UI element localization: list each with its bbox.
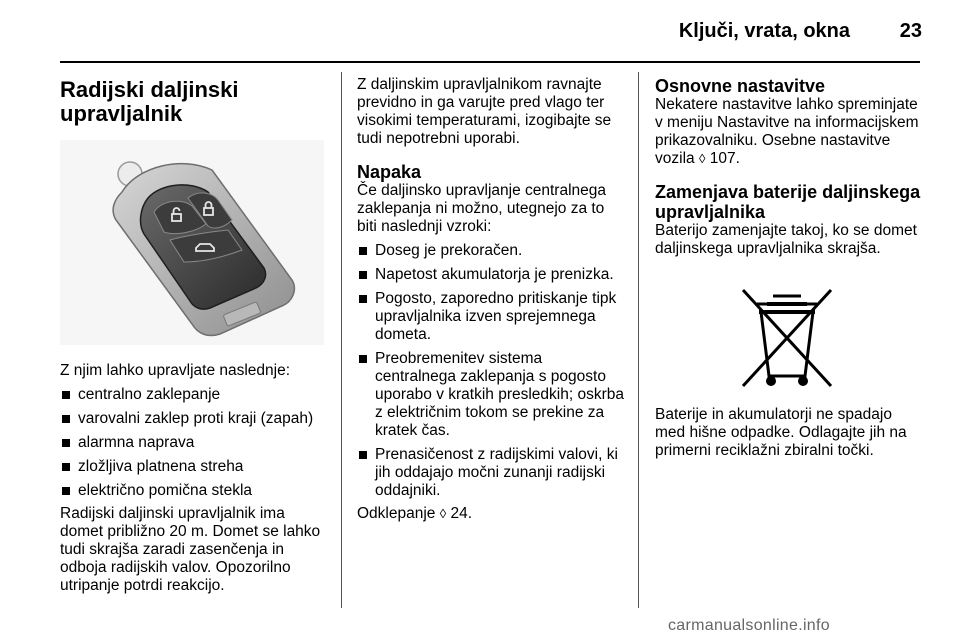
section-heading-basic-settings: Osnovne nastavitve (655, 76, 826, 96)
list-item: centralno zaklepanje (60, 386, 328, 404)
column-3 (655, 76, 923, 459)
bullet-square-icon (359, 271, 367, 279)
ref-page[interactable]: 107. (709, 150, 740, 167)
page-number: 23 (899, 20, 922, 42)
bullet-square-icon (359, 247, 367, 255)
section-heading-battery: Zamenjava baterije daljinskega upravljalnika (655, 182, 921, 222)
list-item: alarmna naprava (60, 434, 328, 452)
column-divider (638, 72, 639, 608)
ref-page: 24. (450, 505, 473, 522)
bullet-square-icon (62, 487, 70, 495)
bullet-square-icon (62, 439, 70, 447)
watermark: carmanualsonline.info (668, 617, 830, 634)
list-item: Pogosto, zaporedno pritiskanje tipk upravljalnika izven sprejemnega dometa. (357, 290, 627, 344)
unlocking-reference[interactable] (357, 505, 627, 523)
bullet-square-icon (359, 295, 367, 303)
care-paragraph: Z daljinskim upravljalnikom ravnajte previdno in ga varujte pred vlago ter visokimi temperaturami, izogibajte se tudi nepotrebni uporabi. (357, 76, 612, 147)
bullet-square-icon (359, 355, 367, 363)
battery-paragraph: Baterijo zamenjajte takoj, ko se domet daljinskega upravljalnika skrajša. (655, 222, 917, 257)
wheelie-bin-crossed-icon (735, 288, 839, 394)
fault-intro: Če daljinsko upravljanje centralnega zaklepanja ni možno, utegnejo za to biti naslednji vzroki: (357, 182, 607, 235)
section-heading-fault: Napaka (357, 162, 422, 182)
list-item: varovalni zaklep proti kraji (zapah) (60, 410, 328, 428)
ref-text: Odklepanje (357, 505, 436, 522)
bullet-square-icon (62, 463, 70, 471)
fault-causes-list (357, 242, 627, 500)
list-item: Napetost akumulatorja je prenizka. (357, 266, 627, 284)
header-rule (60, 61, 920, 63)
remote-functions-list (60, 386, 328, 500)
header-title: Ključi, vrata, okna (678, 20, 850, 42)
remote-key-illustration (60, 140, 324, 345)
column-2 (357, 76, 627, 523)
list-item: zložljiva platnena streha (60, 458, 328, 476)
bullet-square-icon (359, 451, 367, 459)
list-item: električno pomična stekla (60, 482, 328, 500)
section-heading-remote: Radijski daljinski upravljalnik (60, 77, 239, 126)
bullet-square-icon (62, 415, 70, 423)
bullet-square-icon (62, 391, 70, 399)
range-paragraph: Radijski daljinski upravljalnik ima domet približno 20 m. Domet se lahko tudi skrajša zaradi zasenčenja in odboja radijskih valov. Opozorilno utripanje potrdi reakcijo. (60, 505, 321, 594)
remote-intro: Z njim lahko upravljate naslednje: (60, 362, 291, 379)
page-reference-icon: ◊ (698, 151, 706, 166)
list-item: Prenasičenost z radijskimi valovi, ki jih oddajajo močni zunanji radijski oddajniki. (357, 446, 627, 500)
list-item: Preobremenitev sistema centralnega zaklepanja s pogosto uporabo v kratkih presledkih; oskrba z električnim tokom se prekine za kratek čas. (357, 350, 627, 440)
column-divider (341, 72, 342, 608)
page-reference-icon: ◊ (439, 506, 447, 521)
list-item: Doseg je prekoračen. (357, 242, 627, 260)
settings-paragraph: Nekatere nastavitve lahko spreminjate v meniju Nastavitve na informacijskem prikazovalniku. Osebne nastavitve vozila ◊ 107. (655, 96, 919, 167)
disposal-paragraph: Baterije in akumulatorji ne spadajo med hišne odpadke. Odlagajte jih na primerni reciklažni zbiralni točki. (655, 406, 907, 459)
